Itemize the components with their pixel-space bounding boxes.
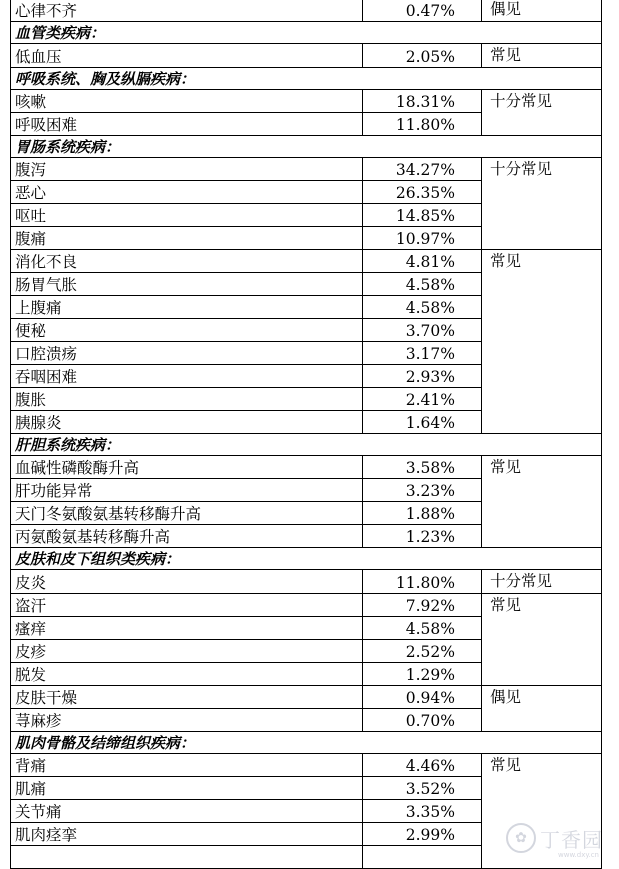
incidence-percent: 2.05%	[363, 44, 482, 68]
table-row	[11, 158, 602, 181]
frequency-label: 常见	[482, 250, 602, 434]
incidence-percent: 18.31%	[363, 90, 482, 113]
category-label: 胃肠系统疾病：	[11, 136, 602, 158]
reaction-name: 呼吸困难	[11, 113, 363, 136]
category-label: 皮肤和皮下组织类疾病：	[11, 548, 602, 570]
reaction-name: 腹胀	[11, 388, 363, 411]
incidence-percent: 3.58%	[363, 456, 482, 479]
reaction-name: 背痛	[11, 754, 363, 777]
incidence-percent: 1.29%	[363, 663, 482, 686]
reaction-name: 关节痛	[11, 800, 363, 823]
reaction-name: 肠胃气胀	[11, 273, 363, 296]
reaction-name: 上腹痛	[11, 296, 363, 319]
reaction-name: 口腔溃疡	[11, 342, 363, 365]
incidence-percent: 4.58%	[363, 273, 482, 296]
incidence-percent: 0.70%	[363, 709, 482, 732]
category-label: 呼吸系统、胸及纵膈疾病：	[11, 68, 602, 90]
reaction-name: 肌痛	[11, 777, 363, 800]
incidence-percent: 4.46%	[363, 754, 482, 777]
incidence-percent: 2.41%	[363, 388, 482, 411]
reaction-name: 血碱性磷酸酶升高	[11, 456, 363, 479]
frequency-label: 十分常见	[482, 570, 602, 594]
incidence-percent: 3.52%	[363, 777, 482, 800]
table-row	[11, 250, 602, 273]
adverse-reaction-table	[10, 0, 602, 869]
incidence-percent	[363, 846, 482, 869]
frequency-label: 常见	[482, 456, 602, 548]
table-row	[11, 686, 602, 709]
category-row	[11, 548, 602, 570]
incidence-percent: 10.97%	[363, 227, 482, 250]
reaction-name: 低血压	[11, 44, 363, 68]
incidence-percent: 14.85%	[363, 204, 482, 227]
reaction-name: 咳嗽	[11, 90, 363, 113]
incidence-percent: 3.23%	[363, 479, 482, 502]
category-label: 肌肉骨骼及结缔组织疾病：	[11, 732, 602, 754]
frequency-label: 常见	[482, 754, 602, 869]
incidence-percent: 3.17%	[363, 342, 482, 365]
watermark	[506, 823, 603, 853]
incidence-percent: 4.81%	[363, 250, 482, 273]
table-row	[11, 456, 602, 479]
frequency-label: 十分常见	[482, 158, 602, 250]
reaction-name: 吞咽困难	[11, 365, 363, 388]
reaction-name: 消化不良	[11, 250, 363, 273]
table-row	[11, 0, 602, 22]
category-row	[11, 136, 602, 158]
frequency-label: 常见	[482, 44, 602, 68]
reaction-name: 丙氨酸氨基转移酶升高	[11, 525, 363, 548]
reaction-name: 皮肤干燥	[11, 686, 363, 709]
reaction-name: 肝功能异常	[11, 479, 363, 502]
reaction-name: 呕吐	[11, 204, 363, 227]
incidence-percent: 34.27%	[363, 158, 482, 181]
watermark-url: www.dxy.cn	[558, 851, 599, 859]
incidence-percent: 1.23%	[363, 525, 482, 548]
butterfly-logo-icon: ✿	[506, 823, 536, 853]
reaction-name: 恶心	[11, 181, 363, 204]
incidence-percent: 1.88%	[363, 502, 482, 525]
reaction-name: 肌肉痉挛	[11, 823, 363, 846]
reaction-name: 盗汗	[11, 594, 363, 617]
reaction-name: 皮炎	[11, 570, 363, 594]
frequency-label: 常见	[482, 594, 602, 686]
frequency-label: 十分常见	[482, 90, 602, 136]
reaction-name: 脱发	[11, 663, 363, 686]
category-row	[11, 22, 602, 44]
incidence-percent: 2.99%	[363, 823, 482, 846]
frequency-label: 偶见	[482, 686, 602, 732]
incidence-percent: 11.80%	[363, 113, 482, 136]
incidence-percent: 1.64%	[363, 411, 482, 434]
incidence-percent: 2.52%	[363, 640, 482, 663]
table-row	[11, 594, 602, 617]
incidence-percent: 7.92%	[363, 594, 482, 617]
reaction-name: 瘙痒	[11, 617, 363, 640]
reaction-name: 腹泻	[11, 158, 363, 181]
table-row	[11, 754, 602, 777]
reaction-name: 便秘	[11, 319, 363, 342]
incidence-percent: 11.80%	[363, 570, 482, 594]
table-row	[11, 570, 602, 594]
incidence-percent: 4.58%	[363, 296, 482, 319]
category-row	[11, 434, 602, 456]
table-row	[11, 90, 602, 113]
reaction-name	[11, 846, 363, 869]
incidence-percent: 0.94%	[363, 686, 482, 709]
table-row	[11, 44, 602, 68]
category-row	[11, 732, 602, 754]
incidence-percent: 3.35%	[363, 800, 482, 823]
incidence-percent: 0.47%	[363, 0, 482, 22]
incidence-percent: 26.35%	[363, 181, 482, 204]
frequency-label: 偶见	[482, 0, 602, 22]
reaction-name: 荨麻疹	[11, 709, 363, 732]
category-row	[11, 68, 602, 90]
reaction-name: 皮疹	[11, 640, 363, 663]
reaction-name: 胰腺炎	[11, 411, 363, 434]
category-label: 肝胆系统疾病：	[11, 434, 602, 456]
category-label: 血管类疾病：	[11, 22, 602, 44]
watermark-text: 丁香园	[540, 827, 603, 852]
incidence-percent: 3.70%	[363, 319, 482, 342]
incidence-percent: 4.58%	[363, 617, 482, 640]
incidence-percent: 2.93%	[363, 365, 482, 388]
reaction-name: 腹痛	[11, 227, 363, 250]
reaction-name: 天门冬氨酸氨基转移酶升高	[11, 502, 363, 525]
reaction-name: 心律不齐	[11, 0, 363, 22]
